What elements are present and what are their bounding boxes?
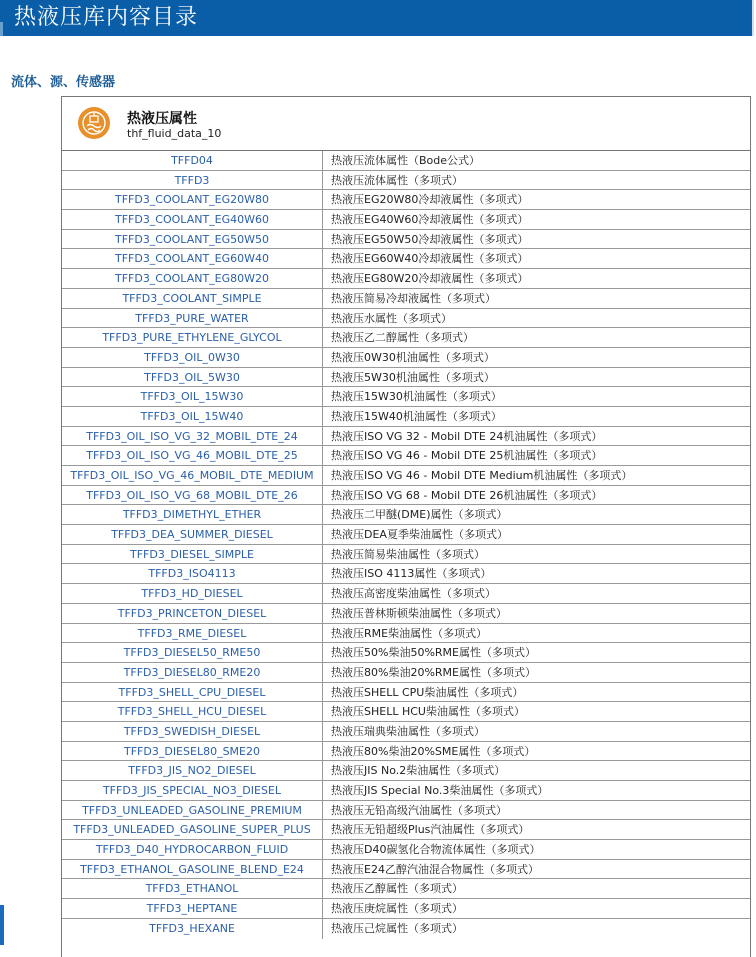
table-row	[62, 486, 750, 506]
table-row	[62, 564, 750, 584]
component-link[interactable]: TFFD3_HD_DIESEL	[62, 584, 323, 603]
table-row	[62, 269, 750, 289]
component-link[interactable]: TFFD3_DIESEL_SIMPLE	[62, 545, 323, 564]
table-row	[62, 742, 750, 762]
component-link[interactable]: TFFD3_UNLEADED_GASOLINE_PREMIUM	[62, 801, 323, 820]
component-description: 热液压瑞典柴油属性（多项式）	[331, 724, 485, 738]
table-row	[62, 466, 750, 486]
table-row	[62, 781, 750, 801]
table-row	[62, 525, 750, 545]
component-description: 热液压EG60W40冷却液属性（多项式）	[331, 252, 529, 266]
component-link[interactable]: TFFD3_DIMETHYL_ETHER	[62, 505, 323, 524]
component-description: 热液压D40碳氢化合物流体属性（多项式）	[331, 843, 541, 857]
component-description: 热液压ISO VG 68 - Mobil DTE 26机油属性（多项式）	[331, 488, 603, 502]
library-panel	[61, 96, 751, 957]
component-link[interactable]: TFFD3_SHELL_HCU_DIESEL	[62, 702, 323, 721]
table-row	[62, 328, 750, 348]
component-description: 热液压E24乙醇汽油混合物属性（多项式）	[331, 862, 539, 876]
component-description: 热液压80%柴油20%SME属性（多项式）	[331, 744, 536, 758]
table-row	[62, 840, 750, 860]
left-accent	[0, 905, 4, 945]
component-link[interactable]: TFFD3_OIL_0W30	[62, 348, 323, 367]
component-link[interactable]: TFFD3_D40_HYDROCARBON_FLUID	[62, 840, 323, 859]
component-description: 热液压EG20W80冷却液属性（多项式）	[331, 193, 529, 207]
table-row	[62, 702, 750, 722]
component-link[interactable]: TFFD3_HEPTANE	[62, 899, 323, 918]
component-description: 热液压流体属性（多项式）	[331, 173, 463, 187]
fluid-property-icon	[78, 107, 110, 139]
component-description: 热液压ISO VG 46 - Mobil DTE 25机油属性（多项式）	[331, 449, 603, 463]
component-description: 热液压15W30机油属性（多项式）	[331, 390, 502, 404]
component-link[interactable]: TFFD3_OIL_5W30	[62, 368, 323, 387]
component-description: 热液压乙二醇属性（多项式）	[331, 331, 474, 345]
component-link[interactable]: TFFD3_DIESEL80_RME20	[62, 663, 323, 682]
component-link[interactable]: TFFD3_JIS_SPECIAL_NO3_DIESEL	[62, 781, 323, 800]
table-row	[62, 683, 750, 703]
table-row	[62, 171, 750, 191]
component-link[interactable]: TFFD3_COOLANT_SIMPLE	[62, 289, 323, 308]
table-row	[62, 899, 750, 919]
table-row	[62, 919, 750, 939]
component-description: 热液压JIS Special No.3柴油属性（多项式）	[331, 784, 549, 797]
component-link[interactable]: TFFD3_PURE_ETHYLENE_GLYCOL	[62, 328, 323, 347]
component-link[interactable]: TFFD3_OIL_15W40	[62, 407, 323, 426]
component-link[interactable]: TFFD3_DIESEL50_RME50	[62, 643, 323, 662]
panel-subtitle: thf_fluid_data_10	[127, 127, 222, 140]
component-link[interactable]: TFFD3_SHELL_CPU_DIESEL	[62, 683, 323, 702]
table-row	[62, 348, 750, 368]
component-description: 热液压ISO 4113属性（多项式）	[331, 567, 492, 581]
component-link[interactable]: TFFD3_OIL_15W30	[62, 387, 323, 406]
component-description: 热液压庚烷属性（多项式）	[331, 902, 463, 916]
table-row	[62, 190, 750, 210]
component-link[interactable]: TFFD3_COOLANT_EG60W40	[62, 249, 323, 268]
component-link[interactable]: TFFD3_PRINCETON_DIESEL	[62, 604, 323, 623]
component-link[interactable]: TFFD3_ETHANOL	[62, 879, 323, 898]
component-link[interactable]: TFFD3_ISO4113	[62, 564, 323, 583]
table-row	[62, 761, 750, 781]
component-description: 热液压SHELL CPU柴油属性（多项式）	[331, 685, 524, 699]
component-link[interactable]: TFFD3_DIESEL80_SME20	[62, 742, 323, 761]
component-link[interactable]: TFFD3_COOLANT_EG50W50	[62, 230, 323, 249]
component-link[interactable]: TFFD3_COOLANT_EG40W60	[62, 210, 323, 229]
table-row	[62, 584, 750, 604]
component-description: 热液压二甲醚(DME)属性（多项式）	[331, 508, 508, 522]
table-row	[62, 722, 750, 742]
table-row	[62, 151, 750, 171]
table-row	[62, 446, 750, 466]
component-description: 热液压流体属性（Bode公式）	[331, 154, 481, 167]
component-link[interactable]: TFFD3_UNLEADED_GASOLINE_SUPER_PLUS	[62, 820, 323, 839]
component-description: 热液压水属性（多项式）	[331, 311, 452, 325]
component-description: 热液压5W30机油属性（多项式）	[331, 370, 495, 384]
component-description: 热液压己烷属性（多项式）	[331, 921, 463, 935]
component-description: 热液压EG80W20冷却液属性（多项式）	[331, 272, 529, 286]
component-description: 热液压EG40W60冷却液属性（多项式）	[331, 213, 529, 227]
table-row	[62, 801, 750, 821]
component-link[interactable]: TFFD3_PURE_WATER	[62, 309, 323, 328]
table-row	[62, 879, 750, 899]
component-description: 热液压80%柴油20%RME属性（多项式）	[331, 665, 536, 679]
component-table	[62, 151, 750, 939]
table-row	[62, 249, 750, 269]
component-description: 热液压简易冷却液属性（多项式）	[331, 291, 496, 305]
component-description: 热液压无铅超级Plus汽油属性（多项式）	[331, 823, 530, 837]
component-description: 热液压JIS No.2柴油属性（多项式）	[331, 764, 506, 778]
component-description: 热液压DEA夏季柴油属性（多项式）	[331, 528, 508, 542]
component-description: 热液压0W30机油属性（多项式）	[331, 350, 495, 364]
component-link[interactable]: TFFD3_OIL_ISO_VG_46_MOBIL_DTE_MEDIUM	[62, 466, 323, 485]
panel-header	[62, 97, 750, 151]
table-row	[62, 820, 750, 840]
component-link[interactable]: TFFD3_HEXANE	[62, 919, 323, 939]
component-link[interactable]: TFFD3_COOLANT_EG20W80	[62, 190, 323, 209]
component-link[interactable]: TFFD3_COOLANT_EG80W20	[62, 269, 323, 288]
component-link[interactable]: TFFD3	[62, 171, 323, 190]
component-description: 热液压EG50W50冷却液属性（多项式）	[331, 232, 529, 246]
table-row	[62, 309, 750, 329]
table-row	[62, 663, 750, 683]
component-link[interactable]: TFFD3_RME_DIESEL	[62, 624, 323, 643]
table-row	[62, 230, 750, 250]
component-link[interactable]: TFFD3_OIL_ISO_VG_46_MOBIL_DTE_25	[62, 446, 323, 465]
component-description: 热液压ISO VG 32 - Mobil DTE 24机油属性（多项式）	[331, 429, 603, 443]
component-description: 热液压无铅高级汽油属性（多项式）	[331, 803, 507, 817]
component-description: 热液压SHELL HCU柴油属性（多项式）	[331, 705, 525, 719]
component-description: 热液压简易柴油属性（多项式）	[331, 547, 485, 561]
table-row	[62, 210, 750, 230]
table-row	[62, 427, 750, 447]
table-row	[62, 368, 750, 388]
page-header-bar	[0, 0, 754, 36]
table-row	[62, 289, 750, 309]
page-title: 热液压库内容目录	[14, 5, 199, 30]
component-link[interactable]: TFFD3_DEA_SUMMER_DIESEL	[62, 525, 323, 544]
component-description: 热液压RME柴油属性（多项式）	[331, 626, 488, 640]
component-description: 热液压50%柴油50%RME属性（多项式）	[331, 646, 536, 660]
left-marker	[0, 22, 3, 36]
component-link[interactable]: TFFD3_JIS_NO2_DIESEL	[62, 761, 323, 780]
table-row	[62, 505, 750, 525]
table-row	[62, 604, 750, 624]
component-description: 热液压普林斯顿柴油属性（多项式）	[331, 606, 507, 620]
component-link[interactable]: TFFD3_SWEDISH_DIESEL	[62, 722, 323, 741]
panel-title: 热液压属性	[127, 111, 197, 127]
component-link[interactable]: TFFD3_OIL_ISO_VG_32_MOBIL_DTE_24	[62, 427, 323, 446]
table-row	[62, 407, 750, 427]
header-edge	[752, 0, 754, 36]
table-row	[62, 545, 750, 565]
component-description: 热液压15W40机油属性（多项式）	[331, 409, 502, 423]
component-link[interactable]: TFFD3_OIL_ISO_VG_68_MOBIL_DTE_26	[62, 486, 323, 505]
table-row	[62, 387, 750, 407]
table-row	[62, 860, 750, 880]
section-title: 流体、源、传感器	[11, 75, 116, 90]
table-row	[62, 624, 750, 644]
table-row	[62, 643, 750, 663]
component-link[interactable]: TFFD3_ETHANOL_GASOLINE_BLEND_E24	[62, 860, 323, 879]
component-description: 热液压高密度柴油属性（多项式）	[331, 587, 496, 601]
component-description: 热液压乙醇属性（多项式）	[331, 882, 463, 896]
component-link[interactable]: TFFD04	[62, 151, 323, 170]
component-description: 热液压ISO VG 46 - Mobil DTE Medium机油属性（多项式）	[331, 469, 633, 482]
